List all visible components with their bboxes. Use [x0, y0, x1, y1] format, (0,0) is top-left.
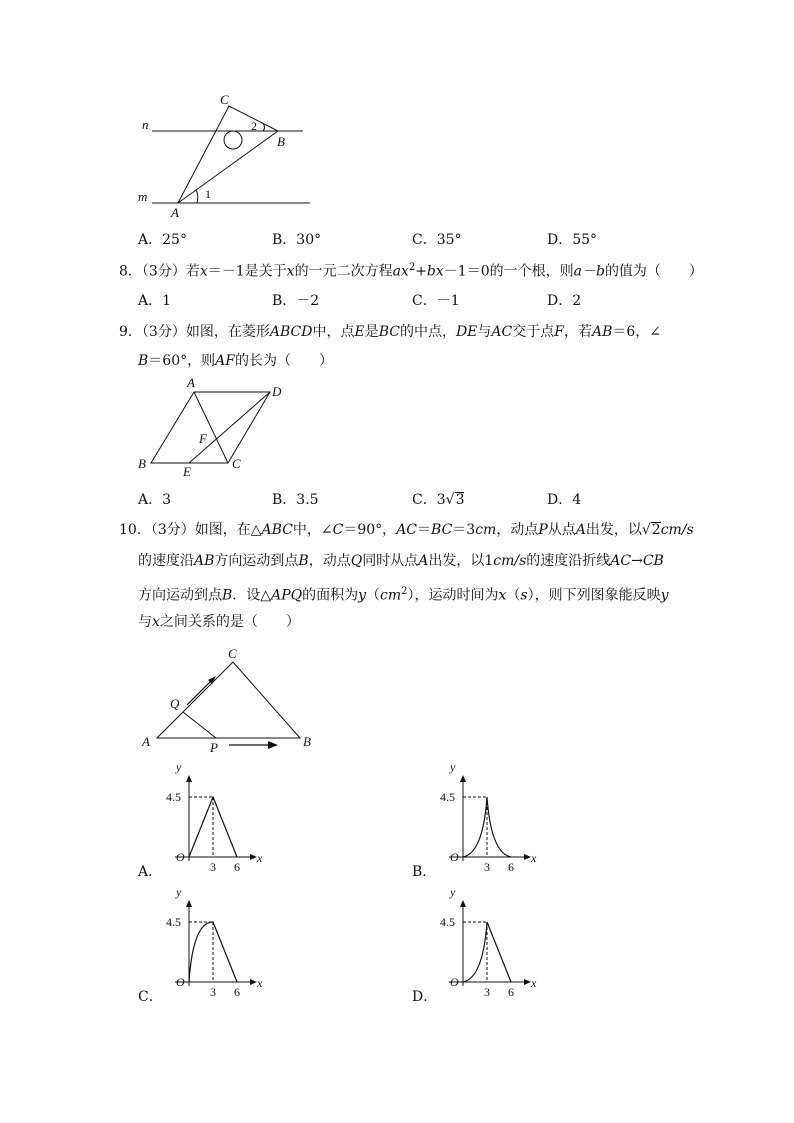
- y-axis-label: y: [450, 760, 456, 774]
- text: －1＝0的一个根，则: [443, 263, 574, 280]
- y-peak-label: 4.5: [166, 790, 181, 804]
- option-text: 35°: [436, 232, 462, 248]
- text: ，若: [563, 324, 592, 340]
- label-f: F: [199, 431, 207, 446]
- label-b: B: [277, 134, 285, 149]
- label-q: Q: [170, 696, 180, 711]
- expression: a－b: [573, 263, 605, 280]
- x-axis-arrow-icon: [524, 979, 531, 985]
- var: y: [660, 587, 669, 604]
- question-number: 8．: [119, 263, 142, 280]
- x-end-label: 6: [508, 860, 514, 874]
- question-number: 9．: [119, 324, 142, 340]
- option-letter: C．: [412, 293, 437, 309]
- var: x: [199, 263, 208, 280]
- option-text: －1: [436, 293, 460, 309]
- text: 的一元二次方程: [294, 263, 393, 280]
- y-peak-label: 4.5: [440, 915, 455, 929]
- equation: +bx: [415, 263, 444, 280]
- x-mid-label: 3: [210, 985, 216, 999]
- option-letter: B．: [272, 492, 297, 508]
- var: AB: [591, 324, 613, 340]
- text: 中，∠: [292, 522, 333, 538]
- radicand: 2: [651, 522, 661, 538]
- y-axis-arrow-icon: [186, 900, 192, 907]
- var: DE: [455, 324, 478, 340]
- option-letter: D．: [547, 492, 573, 508]
- q10-option-a[interactable]: [138, 861, 162, 881]
- x-end-label: 6: [508, 985, 514, 999]
- y-peak-label: 4.5: [166, 915, 181, 929]
- var: C: [332, 522, 344, 538]
- text: ，动点: [308, 553, 351, 569]
- unit: cm: [380, 587, 402, 604]
- y-axis-arrow-icon: [460, 900, 466, 907]
- x-end-label: 6: [234, 860, 240, 874]
- label-a: A: [142, 734, 150, 749]
- var: x: [152, 614, 160, 630]
- text: 与: [477, 324, 492, 340]
- x-axis-label: x: [531, 976, 537, 990]
- origin-label: O: [176, 975, 185, 989]
- unit: cm/s: [660, 522, 694, 538]
- y-axis-label: y: [176, 760, 182, 774]
- origin-label: O: [176, 850, 185, 864]
- var: AC→CB: [610, 553, 664, 569]
- origin-label: O: [450, 850, 459, 864]
- label-angle-1: 1: [205, 187, 211, 201]
- question-score: （3分）: [150, 522, 195, 538]
- text: 的速度沿: [138, 553, 194, 569]
- var: ABC: [261, 522, 293, 538]
- text: （: [506, 587, 521, 604]
- text: 之间关系的是（ ）: [159, 614, 300, 630]
- var: P: [538, 522, 548, 538]
- x-axis-arrow-icon: [250, 854, 257, 860]
- text: 方向运动到点: [138, 587, 222, 604]
- label-m: m: [138, 189, 148, 204]
- q10-option-d[interactable]: [412, 986, 437, 1006]
- label-c: C: [232, 456, 241, 471]
- y-axis-arrow-icon: [460, 775, 466, 782]
- sqrt-sign: √: [445, 492, 455, 508]
- text: 出发，以: [585, 522, 642, 538]
- var: AB: [194, 553, 215, 569]
- text: 同时从点: [362, 553, 419, 569]
- var: ABCD: [269, 324, 313, 340]
- option-text: －2: [296, 293, 320, 309]
- y-axis-arrow-icon: [186, 775, 192, 782]
- text: 的速度沿折线: [526, 553, 611, 569]
- x-mid-label: 3: [484, 985, 490, 999]
- option-text: 55°: [572, 232, 598, 248]
- x-axis-arrow-icon: [524, 854, 531, 860]
- text: 的值为（ ）: [604, 263, 703, 280]
- label-d: D: [272, 384, 282, 399]
- x-axis-label: x: [257, 976, 263, 990]
- option-text: 25°: [162, 232, 187, 248]
- radicand: 3: [455, 492, 465, 508]
- option-letter: B．: [412, 864, 437, 880]
- origin-label: O: [450, 975, 459, 989]
- label-p: P: [210, 740, 218, 755]
- question-number: 10．: [119, 522, 151, 538]
- text: ＝6，∠: [612, 324, 661, 340]
- var: APQ: [271, 587, 303, 604]
- exponent: 2: [408, 262, 416, 273]
- text: ＝90°，: [343, 522, 397, 538]
- sqrt-sign: √: [641, 522, 651, 538]
- text: ），运动时间为: [407, 587, 499, 604]
- option-text: 3: [436, 492, 446, 508]
- label-angle-2: 2: [251, 119, 257, 133]
- text: 如图，在△: [194, 522, 262, 538]
- option-text: 1: [162, 293, 172, 309]
- option-letter: C．: [412, 232, 437, 248]
- var: B: [222, 587, 233, 604]
- var: s: [520, 587, 528, 604]
- var: BC: [378, 324, 400, 340]
- text: 的长为（ ）: [234, 353, 333, 369]
- var: A: [418, 553, 429, 569]
- option-letter: C．: [412, 492, 437, 508]
- equation: ax: [392, 263, 409, 280]
- text: ＝: [417, 522, 432, 538]
- var: AC: [491, 324, 513, 340]
- label-c: C: [220, 92, 229, 107]
- x-axis-label: x: [257, 851, 263, 865]
- var: A: [575, 522, 586, 538]
- var: AF: [215, 353, 235, 369]
- option-letter: C．: [138, 989, 163, 1005]
- option-letter: A．: [138, 864, 163, 880]
- x-axis-arrow-icon: [250, 979, 257, 985]
- text: ．设△: [232, 587, 272, 604]
- option-letter: D．: [412, 989, 438, 1005]
- text: ，动点: [496, 522, 539, 538]
- unit: cm/s: [493, 553, 527, 569]
- var: y: [358, 587, 367, 604]
- text: ＝3: [452, 522, 476, 538]
- text: 从点: [547, 522, 576, 538]
- x-mid-label: 3: [484, 860, 490, 874]
- question-score: （3分）: [141, 324, 186, 340]
- label-a: A: [171, 205, 179, 220]
- text: 中，点: [312, 324, 355, 340]
- text: ＝60°，则: [148, 353, 216, 369]
- text: 出发，以: [428, 553, 485, 569]
- option-text: 3: [162, 492, 172, 508]
- var: x: [498, 587, 507, 604]
- text: 如图，在菱形: [185, 324, 270, 340]
- unit: cm: [475, 522, 497, 538]
- option-text: 4: [572, 492, 582, 508]
- label-b: B: [303, 734, 311, 749]
- option-letter: A．: [138, 293, 163, 309]
- var: B: [138, 353, 149, 369]
- text: 是: [364, 324, 379, 340]
- option-letter: D．: [547, 232, 573, 248]
- option-text: 2: [572, 293, 582, 309]
- q10-option-b[interactable]: [412, 861, 436, 881]
- var: B: [298, 553, 309, 569]
- y-axis-label: y: [450, 885, 456, 899]
- q10-option-c[interactable]: [138, 986, 163, 1006]
- x-axis-label: x: [531, 851, 537, 865]
- text: 交于点: [512, 324, 555, 340]
- var: BC: [431, 522, 453, 538]
- number: 1: [484, 553, 494, 569]
- option-letter: B．: [272, 232, 297, 248]
- label-b: B: [138, 456, 146, 471]
- label-c: C: [228, 646, 237, 661]
- option-letter: A．: [138, 232, 163, 248]
- question-score: （3分）: [141, 263, 186, 280]
- text: （: [366, 587, 381, 604]
- option-letter: B．: [272, 293, 297, 309]
- label-n: n: [142, 117, 149, 132]
- option-text: 30°: [296, 232, 322, 248]
- x-end-label: 6: [234, 985, 240, 999]
- var: x: [286, 263, 295, 280]
- text: ），则下列图象能反映: [527, 587, 661, 604]
- label-a: A: [187, 375, 195, 390]
- var: F: [554, 324, 564, 340]
- x-mid-label: 3: [210, 860, 216, 874]
- var: AC: [396, 522, 418, 538]
- option-letter: D．: [547, 293, 573, 309]
- y-peak-label: 4.5: [440, 790, 455, 804]
- option-letter: A．: [138, 492, 163, 508]
- text: 方向运动到点: [214, 553, 299, 569]
- option-text: 3.5: [296, 492, 319, 508]
- exponent: 2: [401, 586, 408, 597]
- text: 与: [138, 614, 152, 630]
- text: ＝－1是关于: [207, 263, 287, 280]
- y-axis-label: y: [176, 885, 182, 899]
- text: 的面积为: [302, 587, 359, 604]
- var: Q: [350, 553, 363, 569]
- label-e: E: [183, 464, 191, 479]
- text: 若: [185, 263, 200, 280]
- text: 的中点，: [399, 324, 456, 340]
- var: E: [354, 324, 365, 340]
